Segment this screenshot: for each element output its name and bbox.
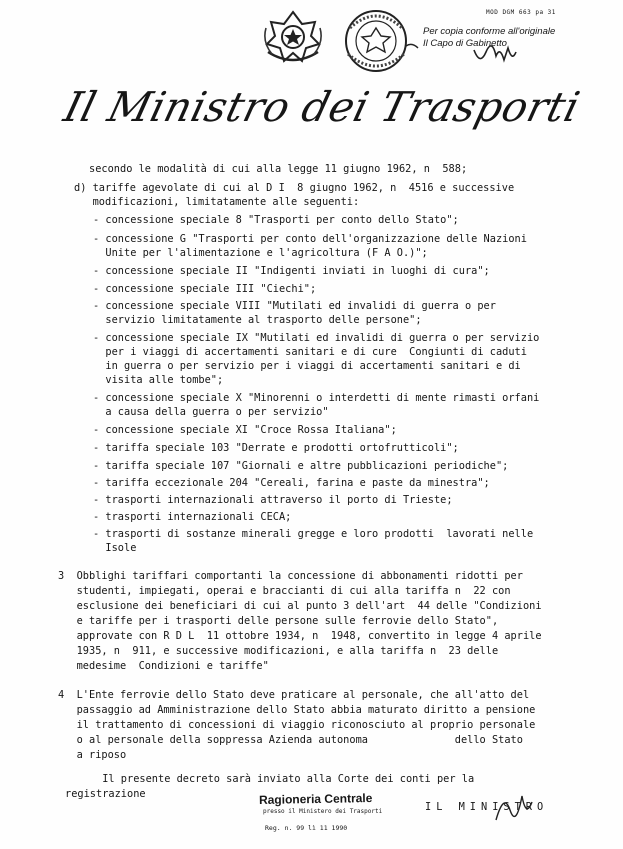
ministry-round-stamp bbox=[336, 6, 422, 76]
body-line: o al personale della soppressa Azienda autonoma dello Stato bbox=[58, 734, 523, 746]
body-line: - trasporti di sostanze minerali gregge e loro prodotti lavorati nelle bbox=[93, 528, 534, 540]
body-line: 1935, n 911, e successive modificazioni, e alla tariffa n 23 delle bbox=[58, 645, 499, 657]
body-line: - tariffa speciale 107 "Giornali e altre pubblicazioni periodiche"; bbox=[93, 460, 509, 472]
body-line: d) tariffe agevolate di cui al D I 8 giugno 1962, n 4516 e successive bbox=[74, 182, 515, 194]
body-line: e tariffe per i trasporti delle persone sulle ferrovie dello Stato", bbox=[58, 615, 499, 627]
body-line: per i viaggi di accertamenti sanitari e di cure Congiunti di caduti bbox=[93, 346, 527, 358]
ministry-title: Il Ministro dei Trasporti bbox=[59, 83, 585, 131]
stamp-title: Ragioneria Centrale bbox=[258, 791, 373, 807]
body-line: medesime Condizioni e tariffe" bbox=[58, 660, 269, 672]
body-line: - tariffa speciale 103 "Derrate e prodotti ortofrutticoli"; bbox=[93, 442, 459, 454]
minister-signature-label: IL MINISTRO bbox=[425, 801, 549, 813]
minister-signature-icon bbox=[490, 788, 536, 826]
body-line: - concessione speciale X "Minorenni o interdetti di mente rimasti orfani bbox=[93, 392, 540, 404]
body-line: - trasporti internazionali CECA; bbox=[93, 511, 292, 523]
body-line: registrazione bbox=[65, 788, 146, 800]
body-line: servizio limitatamente al trasporto delle persone"; bbox=[93, 314, 422, 326]
body-line: passaggio ad Amministrazione dello Stato abbia maturato diritto a pensione bbox=[58, 704, 536, 716]
body-line: 3 Obblighi tariffari comportanti la concessione di abbonamenti ridotti per bbox=[58, 570, 523, 582]
body-line: - concessione G "Trasporti per conto dell'organizzazione delle Nazioni bbox=[93, 233, 527, 245]
certification-line: Per copia conforme all'originale bbox=[423, 26, 556, 37]
body-line: 4 L'Ente ferrovie dello Stato deve praticare al personale, che all'atto del bbox=[58, 689, 530, 701]
body-line: - concessione speciale II "Indigenti inviati in luoghi di cura"; bbox=[93, 265, 490, 277]
body-line: modificazioni, limitatamente alle seguenti: bbox=[74, 196, 360, 208]
body-line: - tariffa eccezionale 204 "Cereali, farina e paste da minestra"; bbox=[93, 477, 490, 489]
body-line: - concessione speciale XI "Croce Rossa Italiana"; bbox=[93, 424, 397, 436]
body-line: Isole bbox=[93, 542, 137, 554]
body-line: - concessione speciale IX "Mutilati ed invalidi di guerra o per servizio bbox=[93, 332, 540, 344]
body-line: a causa della guerra o per servizio" bbox=[93, 406, 329, 418]
body-line: - concessione speciale 8 "Trasporti per conto dello Stato"; bbox=[93, 214, 459, 226]
body-line: in guerra o per servizio per i viaggi di accertamenti sanitari e di bbox=[93, 360, 521, 372]
body-line: il trattamento di concessioni di viaggio riconosciuto al proprio personale bbox=[58, 719, 536, 731]
stamp-subtitle: presso il Ministero dei Trasporti bbox=[263, 808, 383, 815]
italian-republic-emblem bbox=[262, 8, 324, 66]
body-line: Unite per l'alimentazione e l'agricoltura (F A O.)"; bbox=[93, 247, 428, 259]
body-line: secondo le modalità di cui alla legge 11 giugno 1962, n 588; bbox=[89, 163, 468, 175]
body-line: esclusione dei beneficiari di cui al punto 3 dell'art 44 delle "Condizioni bbox=[58, 600, 542, 612]
body-line: studenti, impiegati, operai e braccianti di cui alla tariffa n 22 con bbox=[58, 585, 511, 597]
body-line: visita alle tombe"; bbox=[93, 374, 224, 386]
stamp-date: Reg. n. 99 lì 11 1990 bbox=[265, 824, 348, 832]
ragioneria-stamp bbox=[253, 792, 423, 840]
body-line: - concessione speciale VIII "Mutilati ed invalidi di guerra o per bbox=[93, 300, 496, 312]
body-line: approvate con R D L 11 ottobre 1934, n 1948, convertito in legge 4 aprile bbox=[58, 630, 542, 642]
body-line: Il presente decreto sarà inviato alla Corte dei conti per la bbox=[65, 773, 475, 785]
handwritten-signature-icon bbox=[470, 42, 518, 68]
form-reference: MOD DGM 663 pa 31 bbox=[486, 9, 556, 16]
certification-line: Il Capo di Gabinetto bbox=[423, 38, 507, 49]
body-line: a riposo bbox=[58, 749, 127, 761]
body-line: - trasporti internazionali attraverso il porto di Trieste; bbox=[93, 494, 453, 506]
body-line: - concessione speciale III "Ciechi"; bbox=[93, 283, 317, 295]
